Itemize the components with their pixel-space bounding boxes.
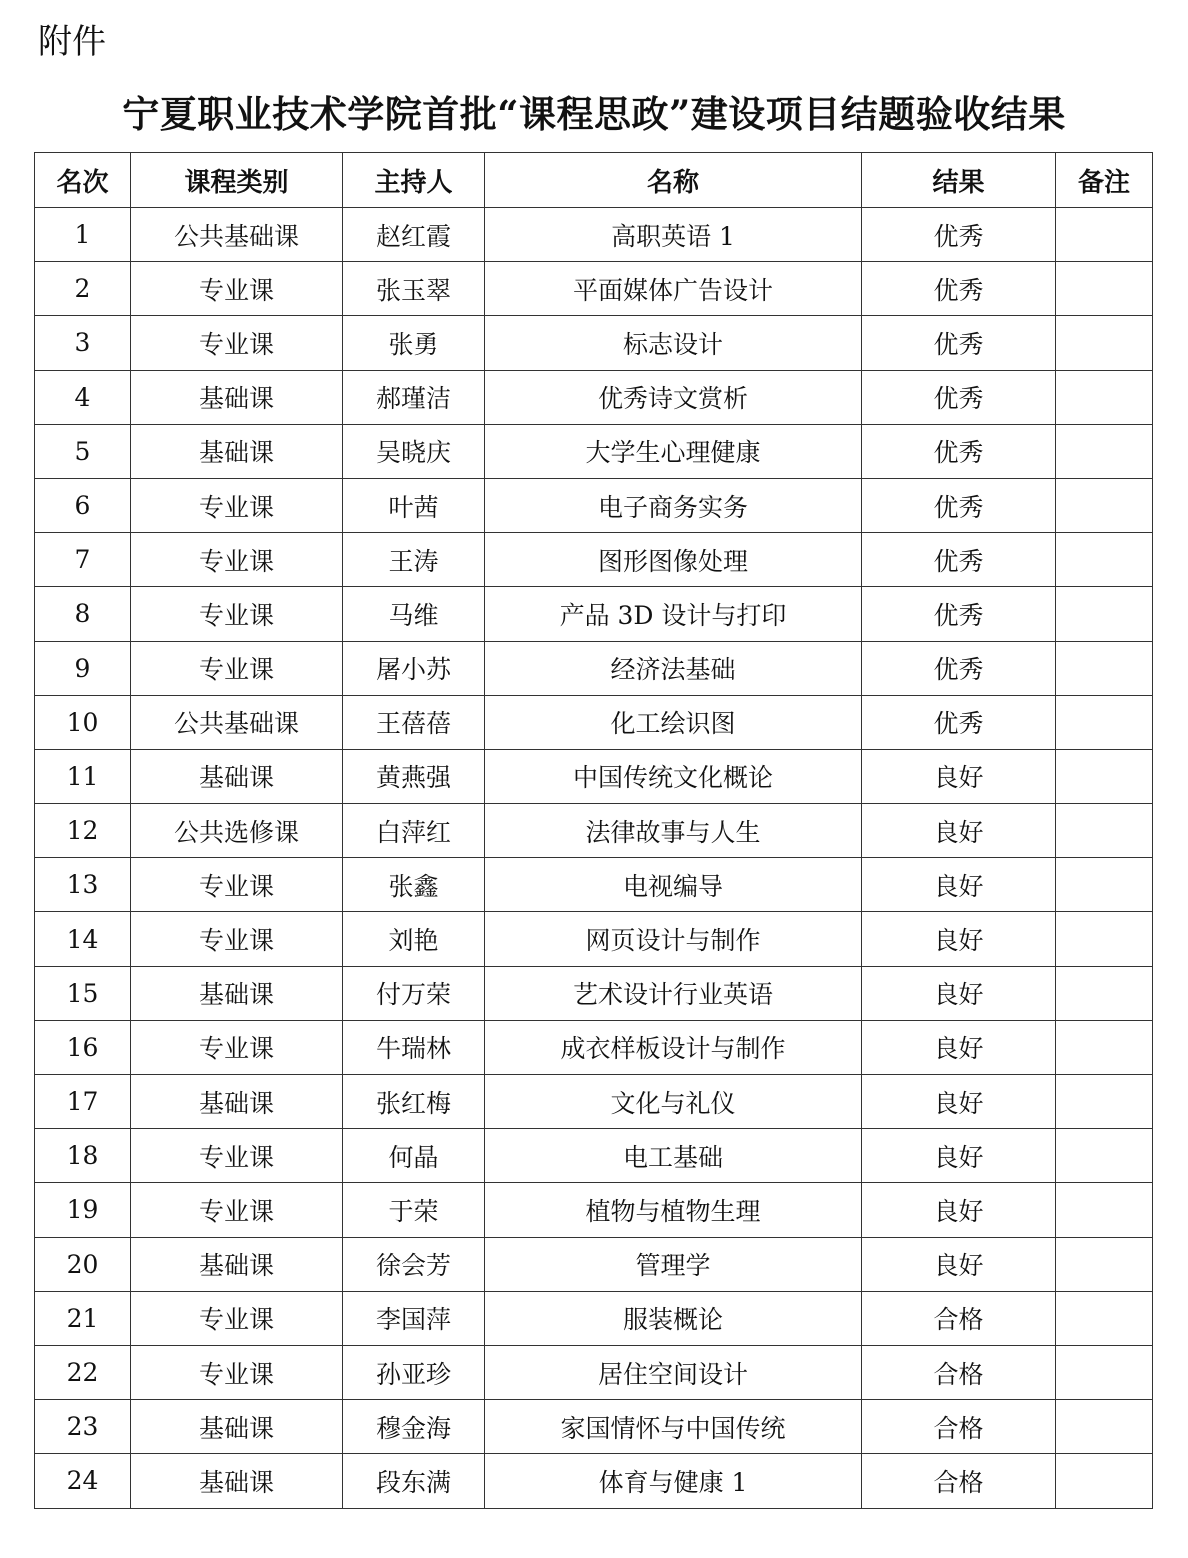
cell-rank: 4 <box>35 370 131 424</box>
header-result: 结果 <box>862 153 1056 208</box>
cell-host: 孙亚珍 <box>343 1345 485 1399</box>
cell-host: 张玉翠 <box>343 262 485 316</box>
cell-category: 专业课 <box>131 316 343 370</box>
cell-note <box>1056 1075 1153 1129</box>
cell-category: 专业课 <box>131 533 343 587</box>
cell-note <box>1056 749 1153 803</box>
cell-rank: 24 <box>35 1454 131 1508</box>
cell-result: 良好 <box>862 912 1056 966</box>
cell-note <box>1056 1129 1153 1183</box>
cell-result: 良好 <box>862 1020 1056 1074</box>
cell-category: 基础课 <box>131 1237 343 1291</box>
cell-host: 白萍红 <box>343 804 485 858</box>
cell-host: 徐会芳 <box>343 1237 485 1291</box>
cell-rank: 8 <box>35 587 131 641</box>
cell-result: 合格 <box>862 1454 1056 1508</box>
cell-category: 专业课 <box>131 587 343 641</box>
header-note: 备注 <box>1056 153 1153 208</box>
cell-host: 赵红霞 <box>343 208 485 262</box>
cell-host: 张红梅 <box>343 1075 485 1129</box>
cell-note <box>1056 858 1153 912</box>
cell-category: 专业课 <box>131 641 343 695</box>
cell-note <box>1056 1020 1153 1074</box>
cell-rank: 19 <box>35 1183 131 1237</box>
cell-note <box>1056 1454 1153 1508</box>
cell-note <box>1056 424 1153 478</box>
cell-note <box>1056 533 1153 587</box>
cell-host: 李国萍 <box>343 1291 485 1345</box>
table-row <box>35 641 1153 695</box>
cell-rank: 22 <box>35 1345 131 1399</box>
cell-category: 基础课 <box>131 1400 343 1454</box>
header-rank: 名次 <box>35 153 131 208</box>
cell-name: 优秀诗文赏析 <box>485 370 862 424</box>
table-row <box>35 262 1153 316</box>
cell-name: 服装概论 <box>485 1291 862 1345</box>
cell-result: 良好 <box>862 1129 1056 1183</box>
cell-note <box>1056 966 1153 1020</box>
cell-name: 经济法基础 <box>485 641 862 695</box>
cell-category: 公共选修课 <box>131 804 343 858</box>
cell-result: 合格 <box>862 1291 1056 1345</box>
table-row <box>35 370 1153 424</box>
cell-host: 刘艳 <box>343 912 485 966</box>
cell-rank: 12 <box>35 804 131 858</box>
cell-host: 黄燕强 <box>343 749 485 803</box>
table-row <box>35 1075 1153 1129</box>
table-row <box>35 1454 1153 1508</box>
cell-result: 优秀 <box>862 208 1056 262</box>
cell-host: 段东满 <box>343 1454 485 1508</box>
cell-name: 产品 3D 设计与打印 <box>485 587 862 641</box>
cell-result: 优秀 <box>862 424 1056 478</box>
table-row <box>35 1183 1153 1237</box>
cell-name: 管理学 <box>485 1237 862 1291</box>
cell-note <box>1056 587 1153 641</box>
cell-name: 化工绘识图 <box>485 695 862 749</box>
table-row <box>35 912 1153 966</box>
cell-note <box>1056 208 1153 262</box>
cell-name: 体育与健康 1 <box>485 1454 862 1508</box>
cell-category: 专业课 <box>131 1183 343 1237</box>
cell-name: 家国情怀与中国传统 <box>485 1400 862 1454</box>
cell-host: 穆金海 <box>343 1400 485 1454</box>
cell-result: 优秀 <box>862 587 1056 641</box>
cell-result: 良好 <box>862 1075 1056 1129</box>
cell-rank: 10 <box>35 695 131 749</box>
cell-category: 专业课 <box>131 1020 343 1074</box>
cell-name: 居住空间设计 <box>485 1345 862 1399</box>
cell-name: 法律故事与人生 <box>485 804 862 858</box>
cell-name: 成衣样板设计与制作 <box>485 1020 862 1074</box>
cell-result: 优秀 <box>862 478 1056 532</box>
cell-rank: 2 <box>35 262 131 316</box>
cell-result: 优秀 <box>862 370 1056 424</box>
cell-result: 良好 <box>862 1183 1056 1237</box>
cell-result: 良好 <box>862 749 1056 803</box>
cell-note <box>1056 804 1153 858</box>
table-row <box>35 804 1153 858</box>
cell-result: 良好 <box>862 1237 1056 1291</box>
cell-category: 专业课 <box>131 1291 343 1345</box>
table-row <box>35 587 1153 641</box>
cell-note <box>1056 478 1153 532</box>
cell-note <box>1056 1400 1153 1454</box>
cell-result: 良好 <box>862 804 1056 858</box>
cell-rank: 13 <box>35 858 131 912</box>
table-row <box>35 1020 1153 1074</box>
table-row <box>35 966 1153 1020</box>
table-row <box>35 1129 1153 1183</box>
cell-rank: 23 <box>35 1400 131 1454</box>
cell-name: 植物与植物生理 <box>485 1183 862 1237</box>
cell-result: 良好 <box>862 966 1056 1020</box>
cell-category: 基础课 <box>131 1454 343 1508</box>
cell-rank: 1 <box>35 208 131 262</box>
cell-note <box>1056 1291 1153 1345</box>
cell-note <box>1056 316 1153 370</box>
cell-host: 屠小苏 <box>343 641 485 695</box>
cell-result: 合格 <box>862 1400 1056 1454</box>
cell-host: 于荣 <box>343 1183 485 1237</box>
table-row <box>35 316 1153 370</box>
cell-note <box>1056 370 1153 424</box>
cell-rank: 6 <box>35 478 131 532</box>
cell-name: 艺术设计行业英语 <box>485 966 862 1020</box>
table-row <box>35 478 1153 532</box>
cell-rank: 7 <box>35 533 131 587</box>
cell-category: 专业课 <box>131 1345 343 1399</box>
cell-category: 专业课 <box>131 1129 343 1183</box>
cell-rank: 18 <box>35 1129 131 1183</box>
cell-note <box>1056 262 1153 316</box>
table-row <box>35 1345 1153 1399</box>
cell-name: 标志设计 <box>485 316 862 370</box>
table-row <box>35 1291 1153 1345</box>
cell-host: 郝瑾洁 <box>343 370 485 424</box>
results-table-container <box>34 152 1152 1509</box>
cell-note <box>1056 1237 1153 1291</box>
results-table <box>34 152 1153 1509</box>
cell-name: 电工基础 <box>485 1129 862 1183</box>
table-row <box>35 749 1153 803</box>
cell-rank: 3 <box>35 316 131 370</box>
cell-note <box>1056 695 1153 749</box>
cell-category: 专业课 <box>131 262 343 316</box>
cell-result: 优秀 <box>862 262 1056 316</box>
table-row <box>35 424 1153 478</box>
header-host: 主持人 <box>343 153 485 208</box>
cell-name: 中国传统文化概论 <box>485 749 862 803</box>
cell-rank: 16 <box>35 1020 131 1074</box>
cell-note <box>1056 912 1153 966</box>
table-row <box>35 1400 1153 1454</box>
cell-host: 张鑫 <box>343 858 485 912</box>
cell-rank: 9 <box>35 641 131 695</box>
cell-category: 基础课 <box>131 749 343 803</box>
cell-note <box>1056 1183 1153 1237</box>
cell-category: 基础课 <box>131 424 343 478</box>
cell-host: 叶茜 <box>343 478 485 532</box>
cell-category: 专业课 <box>131 858 343 912</box>
cell-host: 张勇 <box>343 316 485 370</box>
cell-category: 基础课 <box>131 1075 343 1129</box>
cell-name: 图形图像处理 <box>485 533 862 587</box>
cell-category: 专业课 <box>131 912 343 966</box>
cell-name: 高职英语 1 <box>485 208 862 262</box>
cell-result: 合格 <box>862 1345 1056 1399</box>
cell-host: 付万荣 <box>343 966 485 1020</box>
cell-rank: 17 <box>35 1075 131 1129</box>
table-header-row <box>35 153 1153 208</box>
attachment-label: 附件 <box>38 22 106 62</box>
table-row <box>35 695 1153 749</box>
cell-rank: 5 <box>35 424 131 478</box>
cell-result: 优秀 <box>862 695 1056 749</box>
cell-result: 优秀 <box>862 641 1056 695</box>
cell-host: 牛瑞林 <box>343 1020 485 1074</box>
table-row <box>35 208 1153 262</box>
table-row <box>35 858 1153 912</box>
cell-note <box>1056 641 1153 695</box>
cell-category: 基础课 <box>131 966 343 1020</box>
cell-name: 平面媒体广告设计 <box>485 262 862 316</box>
cell-category: 专业课 <box>131 478 343 532</box>
cell-rank: 20 <box>35 1237 131 1291</box>
cell-rank: 11 <box>35 749 131 803</box>
cell-result: 优秀 <box>862 316 1056 370</box>
document-title: 宁夏职业技术学院首批“课程思政”建设项目结题验收结果 <box>122 92 1066 136</box>
cell-note <box>1056 1345 1153 1399</box>
table-row <box>35 533 1153 587</box>
cell-rank: 21 <box>35 1291 131 1345</box>
header-name: 名称 <box>485 153 862 208</box>
cell-result: 良好 <box>862 858 1056 912</box>
cell-name: 文化与礼仪 <box>485 1075 862 1129</box>
cell-name: 电视编导 <box>485 858 862 912</box>
cell-host: 吴晓庆 <box>343 424 485 478</box>
cell-result: 优秀 <box>862 533 1056 587</box>
cell-host: 王蓓蓓 <box>343 695 485 749</box>
cell-rank: 15 <box>35 966 131 1020</box>
table-body <box>35 208 1153 1509</box>
cell-host: 王涛 <box>343 533 485 587</box>
cell-name: 网页设计与制作 <box>485 912 862 966</box>
cell-name: 电子商务实务 <box>485 478 862 532</box>
cell-category: 公共基础课 <box>131 695 343 749</box>
cell-name: 大学生心理健康 <box>485 424 862 478</box>
header-category: 课程类别 <box>131 153 343 208</box>
cell-category: 公共基础课 <box>131 208 343 262</box>
cell-host: 马维 <box>343 587 485 641</box>
cell-category: 基础课 <box>131 370 343 424</box>
cell-rank: 14 <box>35 912 131 966</box>
table-row <box>35 1237 1153 1291</box>
cell-host: 何晶 <box>343 1129 485 1183</box>
